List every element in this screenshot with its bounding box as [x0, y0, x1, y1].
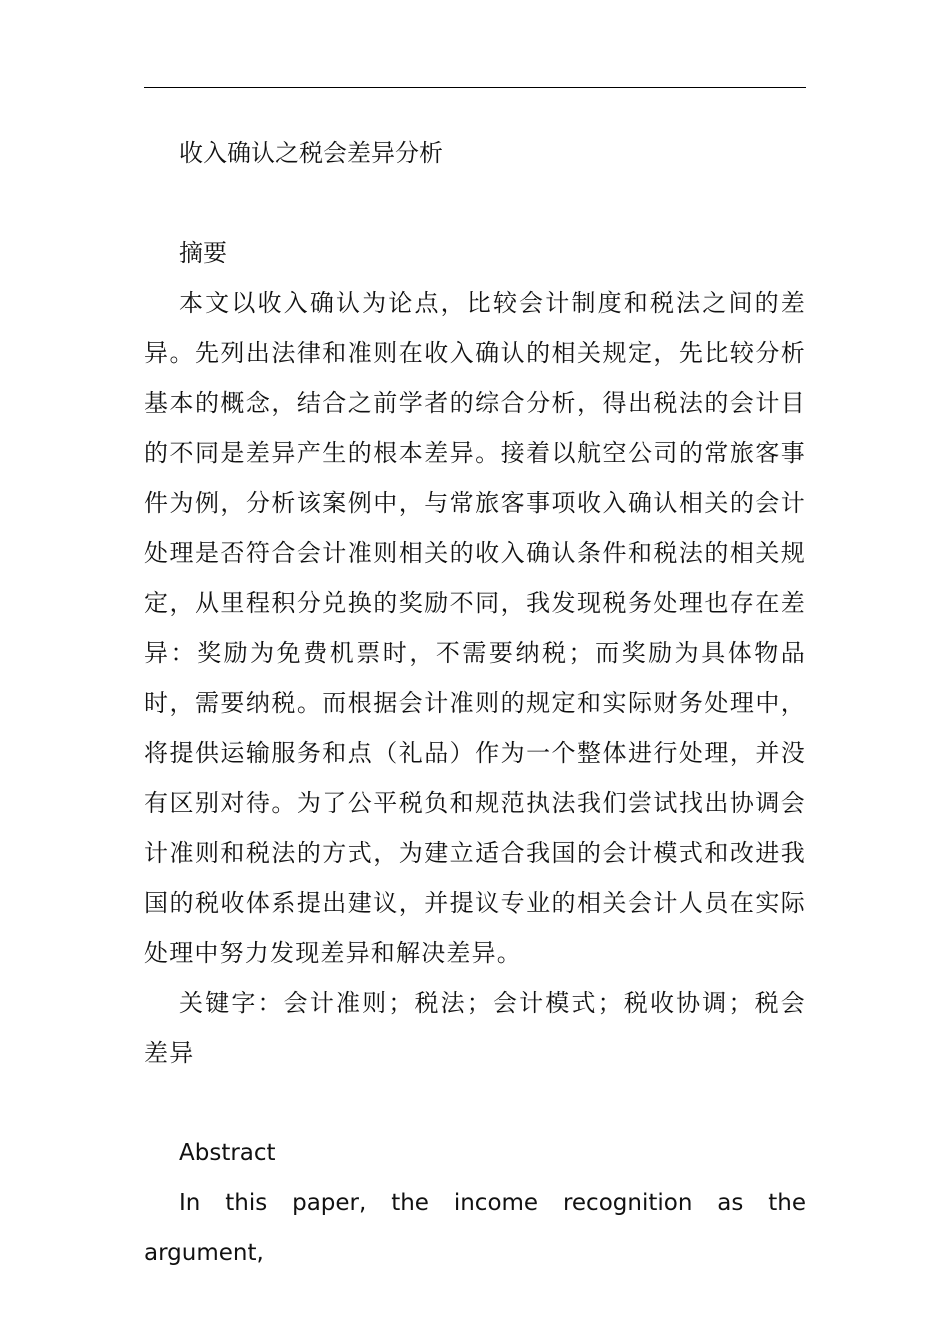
abstract-en-body: In this paper, the income recognition as the argument,	[144, 1190, 806, 1266]
header-rule	[144, 87, 806, 88]
section-spacer	[144, 1078, 806, 1128]
document-content	[144, 128, 806, 1278]
abstract-cn-heading: 摘要	[179, 239, 227, 267]
abstract-en-heading: Abstract	[179, 1140, 276, 1166]
document-title: 收入确认之税会差异分析	[179, 139, 443, 167]
keywords-cn: 关键字：会计准则；税法；会计模式；税收协调；税会差异	[144, 989, 806, 1067]
abstract-cn-body: 本文以收入确认为论点，比较会计制度和税法之间的差异。先列出法律和准则在收入确认的相关规定，先比较分析基本的概念，结合之前学者的综合分析，得出税法的会计目的不同是差异产生的根本差异。接着以航空公司的常旅客事件为例，分析该案例中，与常旅客事项收入确认相关的会计处理是否符合会计准则相关的收入确认条件和税法的相关规定，从里程积分兑换的奖励不同，我发现税务处理也存在差异：奖励为免费机票时，不需要纳税；而奖励为具体物品时，需要纳税。而根据会计准则的规定和实际财务处理中，将提供运输服务和点（礼品）作为一个整体进行处理，并没有区别对待。为了公平税负和规范执法我们尝试找出协调会计准则和税法的方式，为建立适合我国的会计模式和改进我国的税收体系提出建议，并提议专业的相关会计人员在实际处理中努力发现差异和解决差异。	[144, 289, 806, 967]
